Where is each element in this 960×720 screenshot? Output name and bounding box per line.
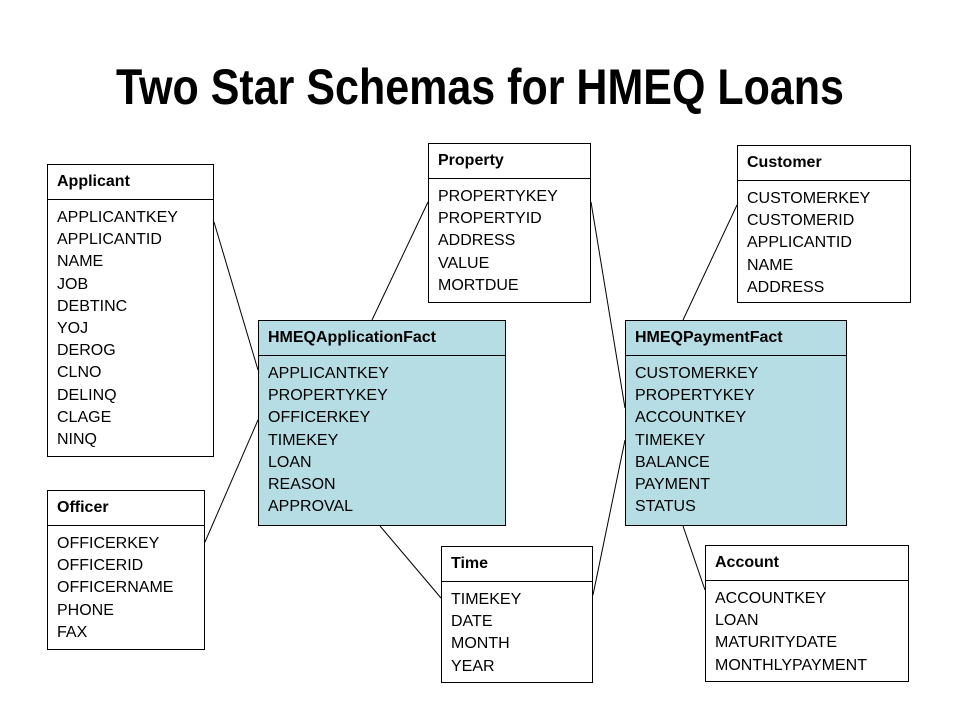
- field-item: OFFICERKEY: [57, 535, 160, 552]
- time-table: [441, 546, 593, 683]
- field-item: DEBTINC: [57, 297, 128, 315]
- field-item: LOAN: [715, 612, 759, 630]
- field-item: OFFICERID: [57, 557, 144, 575]
- field-item: PAYMENT: [635, 476, 710, 494]
- field-item: APPLICANTID: [747, 234, 852, 252]
- time-table-title: Time: [442, 547, 592, 582]
- field-item: FAX: [57, 623, 88, 641]
- field-item: VALUE: [438, 254, 490, 272]
- property-table: [428, 143, 591, 303]
- officer-table: [47, 490, 205, 650]
- application-fact-table-title: HMEQApplicationFact: [259, 321, 505, 356]
- connector-account-payment-fact: [683, 526, 705, 590]
- field-item: MATURITYDATE: [715, 634, 838, 652]
- connector-applicant-application-fact: [214, 222, 258, 370]
- field-item: PROPERTYKEY: [268, 387, 388, 405]
- field-item: PROPERTYKEY: [635, 387, 755, 405]
- application-fact-table: [258, 320, 506, 526]
- field-item: DEROG: [57, 342, 116, 360]
- officer-field-list: [48, 526, 204, 644]
- applicant-field-list: [48, 200, 213, 451]
- field-item: DATE: [451, 613, 493, 631]
- field-item: REASON: [268, 476, 336, 494]
- account-field-list: [706, 581, 908, 677]
- connector-time-application-fact: [380, 526, 441, 598]
- field-item: CLAGE: [57, 408, 112, 426]
- field-item: ACCOUNTKEY: [635, 409, 747, 427]
- page-title: Two Star Schemas for HMEQ Loans: [116, 59, 844, 115]
- field-item: MONTH: [451, 635, 510, 653]
- field-item: NAME: [747, 256, 794, 274]
- account-table: [705, 545, 909, 682]
- field-item: TIMEKEY: [451, 591, 522, 608]
- connector-time-payment-fact: [593, 440, 625, 595]
- field-item: PROPERTYKEY: [438, 188, 558, 205]
- field-item: BALANCE: [635, 453, 710, 471]
- customer-table-title: Customer: [738, 146, 910, 181]
- field-item: YOJ: [57, 320, 89, 338]
- officer-table-title: Officer: [48, 491, 204, 526]
- connector-property-application-fact: [372, 202, 428, 320]
- field-item: APPLICANTKEY: [57, 209, 178, 226]
- field-item: CUSTOMERID: [747, 212, 855, 230]
- field-item: TIMEKEY: [268, 431, 339, 449]
- account-table-title: Account: [706, 546, 908, 581]
- time-field-list: [442, 582, 592, 678]
- field-item: PROPERTYID: [438, 210, 542, 228]
- field-item: ACCOUNTKEY: [715, 590, 827, 607]
- property-field-list: [429, 179, 590, 297]
- customer-table: [737, 145, 911, 303]
- field-item: APPLICANTID: [57, 231, 162, 249]
- field-item: OFFICERNAME: [57, 579, 174, 597]
- field-item: JOB: [57, 275, 89, 293]
- field-item: MORTDUE: [438, 276, 519, 294]
- field-item: LOAN: [268, 453, 312, 471]
- applicant-table: [47, 164, 214, 457]
- field-item: MONTHLYPAYMENT: [715, 656, 868, 674]
- applicant-table-title: Applicant: [48, 165, 213, 200]
- field-item: DELINQ: [57, 386, 117, 404]
- payment-fact-table-title: HMEQPaymentFact: [626, 321, 846, 356]
- payment-fact-table: [625, 320, 847, 526]
- field-item: ADDRESS: [438, 232, 516, 250]
- connector-property-payment-fact: [591, 202, 625, 408]
- field-item: NINQ: [57, 431, 97, 449]
- field-item: ADDRESS: [747, 278, 825, 296]
- customer-field-list: [738, 181, 910, 299]
- field-item: STATUS: [635, 498, 696, 516]
- field-item: OFFICERKEY: [268, 409, 371, 427]
- payment-fact-field-list: [626, 356, 846, 518]
- field-item: TIMEKEY: [635, 431, 706, 449]
- connector-customer-payment-fact: [683, 205, 737, 320]
- field-item: APPLICANTKEY: [268, 365, 389, 382]
- field-item: CUSTOMERKEY: [635, 365, 759, 382]
- field-item: NAME: [57, 253, 104, 271]
- field-item: APPROVAL: [268, 498, 354, 516]
- field-item: CUSTOMERKEY: [747, 190, 871, 207]
- application-fact-field-list: [259, 356, 505, 518]
- field-item: YEAR: [451, 657, 495, 675]
- field-item: PHONE: [57, 601, 114, 619]
- property-table-title: Property: [429, 144, 590, 179]
- field-item: CLNO: [57, 364, 102, 382]
